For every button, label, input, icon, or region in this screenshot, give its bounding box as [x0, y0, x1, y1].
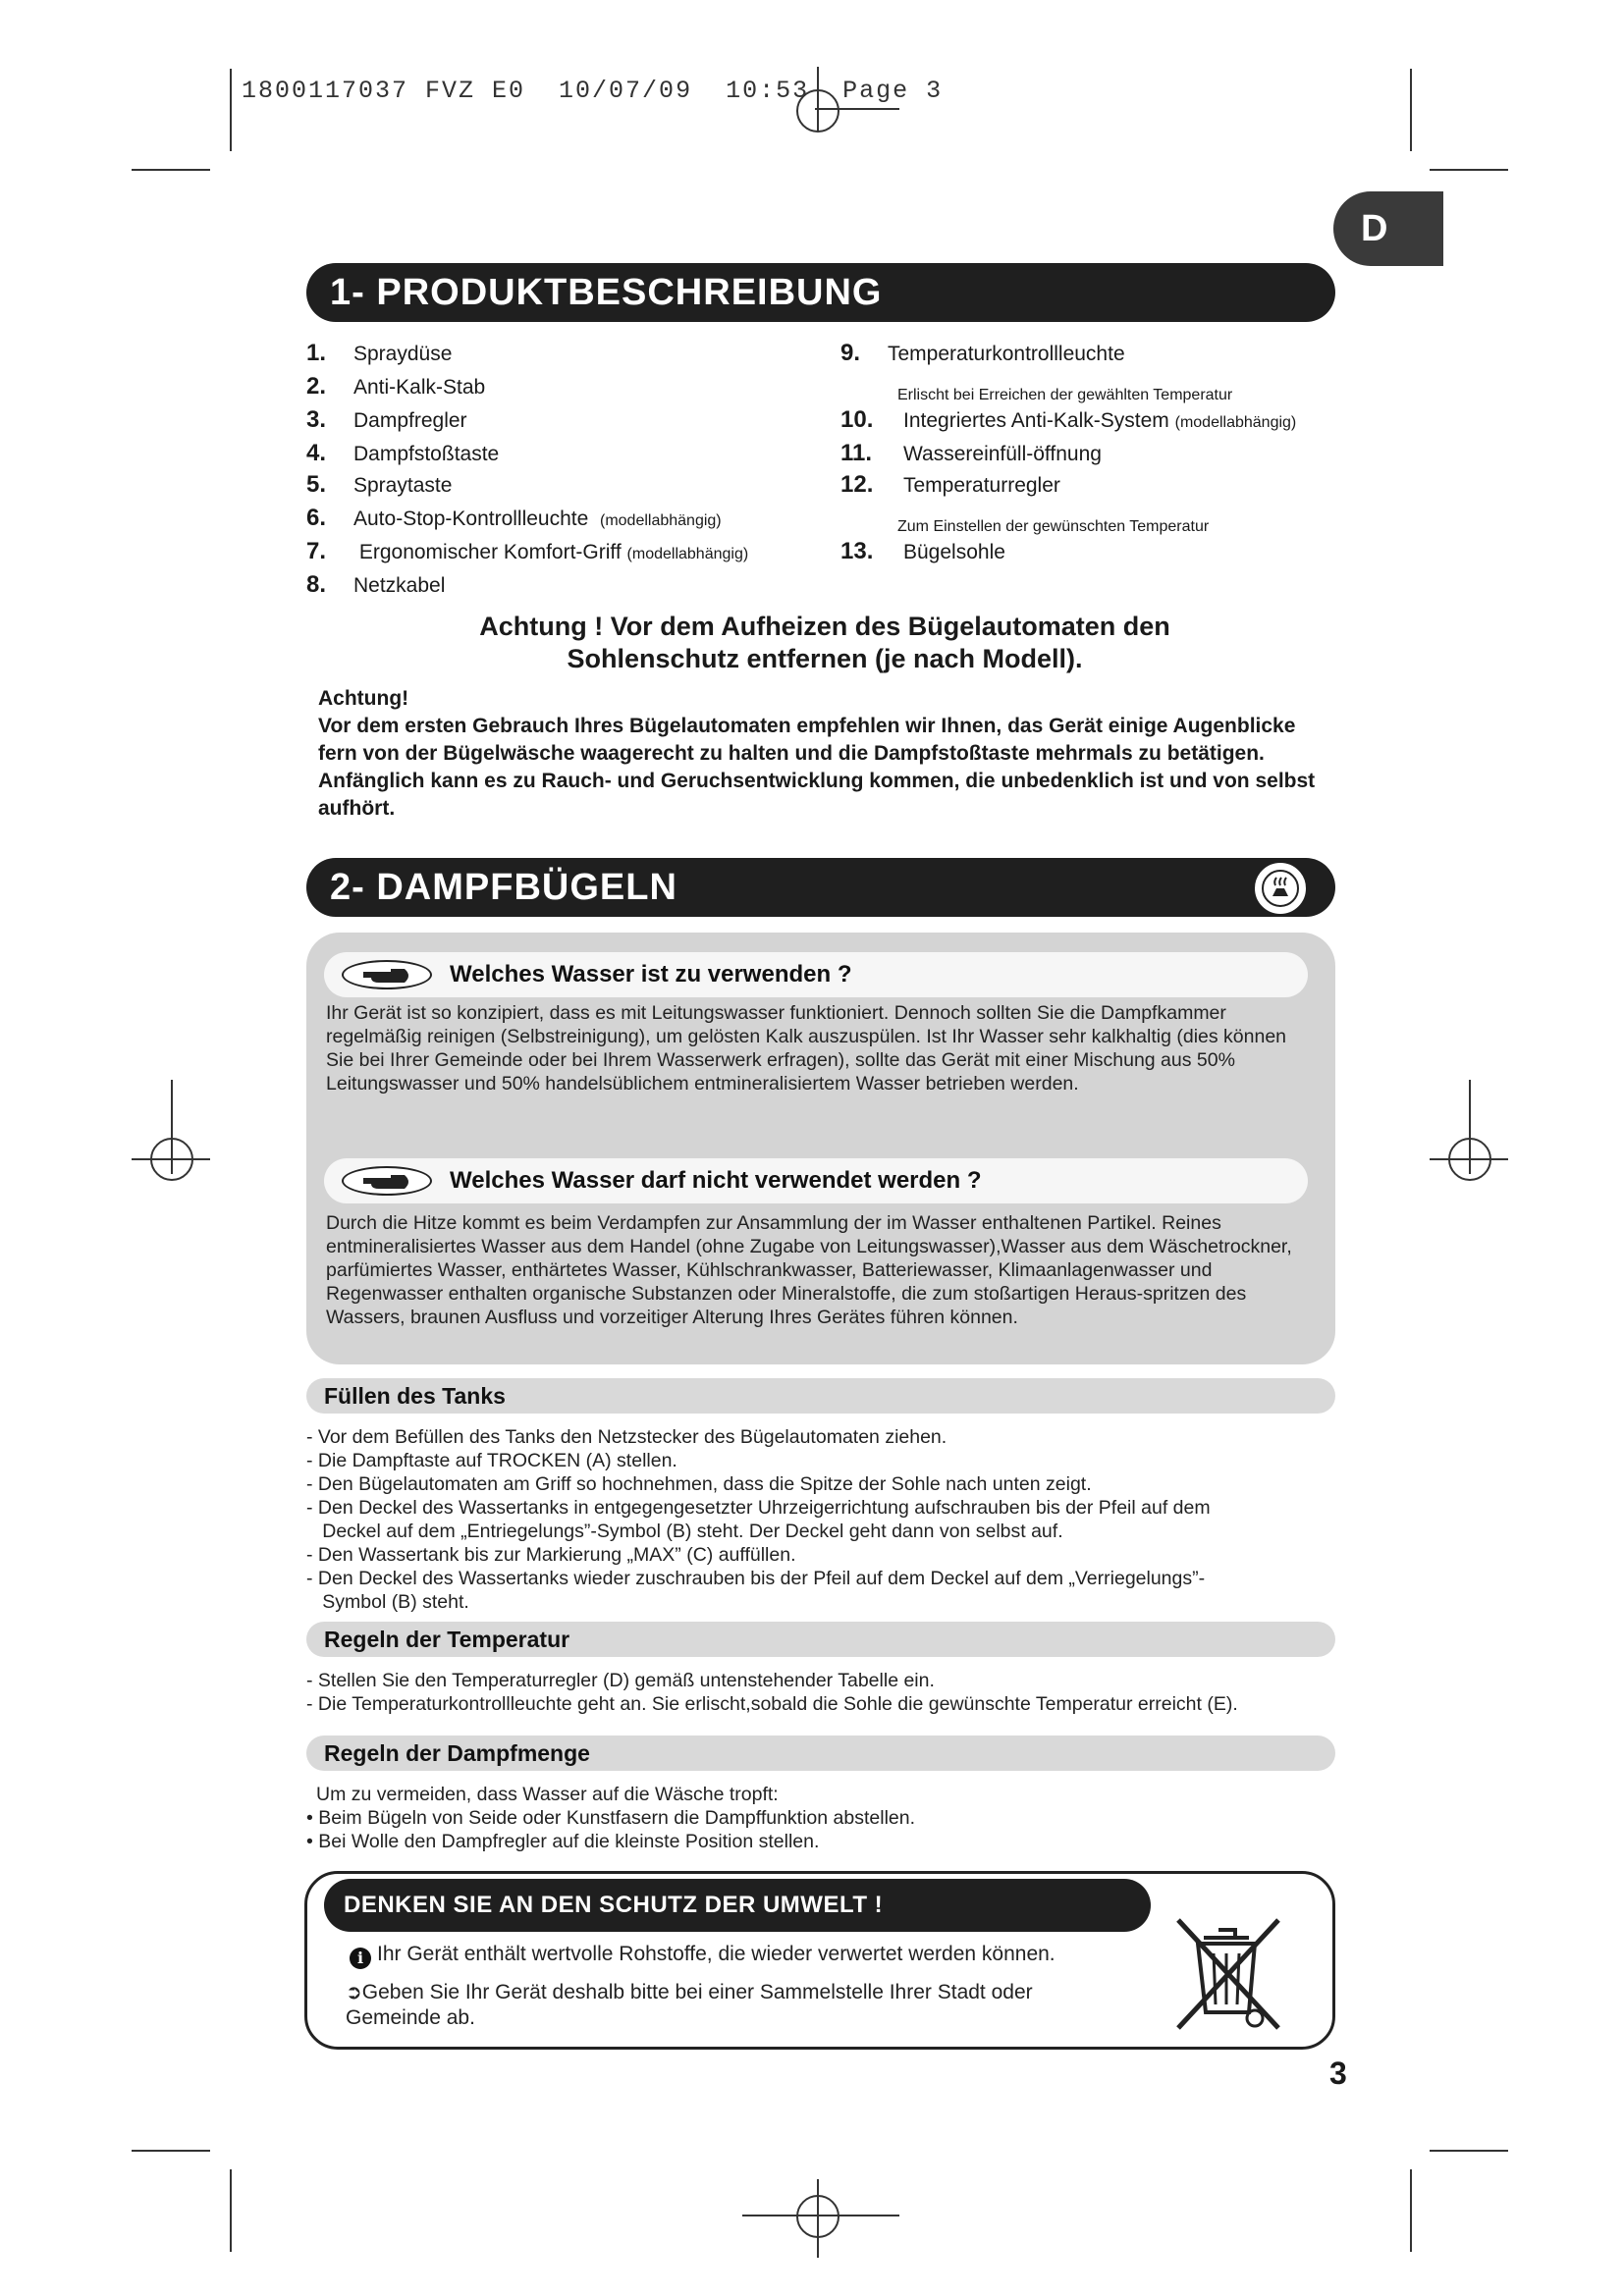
pointing-hand-icon — [342, 960, 432, 989]
list-item: 10. Integriertes Anti-Kalk-System (modellabhängig) — [840, 406, 1297, 433]
part-note: Erlischt bei Erreichen der gewählten Temperatur — [897, 387, 1233, 403]
list-item: 8. Netzkabel — [306, 571, 446, 598]
water-avoid-text: Durch die Hitze kommt es beim Verdampfen zur Ansammlung der im Wasser enthaltenen Partikel. Reines entmineralisiertes Wasser aus dem Handel (ohne Zugabe von Leitungswasser),Wasser aus dem Wäschetrockner, parfümiertes Wasser, enthärtetes Wasser, Kühlschrankwasser, Batteriewasser, Klimaanlagenwasser und Regenwasser enthalten organische Substanzen oder Mineralstoffe, die zum stoßartigen Heraus-spritzen des Wassers, braunen Ausfluss und vorzeitiger Alterung Ihres Gerätes führen können. — [326, 1212, 1292, 1328]
environment-line-2: ➲Geben Sie Ihr Gerät deshalb bitte bei einer Sammelstelle Ihrer Stadt oder Gemeinde ab. — [346, 1980, 1033, 2029]
question-bar: Welches Wasser darf nicht verwendet werden ? — [324, 1158, 1308, 1203]
steam-iron-icon — [1261, 869, 1300, 908]
list-item: 3. Dampfregler — [306, 406, 467, 433]
fill-tank-title: Füllen des Tanks — [306, 1378, 1335, 1414]
print-slug: 1800117037 FVZ E0 10/07/09 10:53 Page 3 — [242, 77, 944, 105]
list-item: 1. Spraydüse — [306, 340, 453, 366]
page-number: 3 — [1329, 2056, 1347, 2091]
crop-mark — [1430, 2150, 1508, 2152]
language-tab: D — [1333, 191, 1443, 266]
crop-mark — [1410, 2169, 1412, 2252]
list-item: 12. Temperaturregler — [840, 471, 1060, 498]
water-use-text: Ihr Gerät ist so konzipiert, dass es mit Leitungswasser funktioniert. Dennoch sollten Sie die Dampfkammer regelmäßig reinigen (Selbstreinigung), um gelösten Kalk auszuspülen. Ist Ihr Wasser sehr kalkhaltig (dies können Sie bei Ihrer Gemeinde oder bei Ihrem Wasserwerk erfragen), sollte das Gerät mit einer Mischung aus 50% Leitungswasser und 50% handelsüblichem entmineralisiertem Wasser betrieben werden. — [326, 1002, 1287, 1095]
registration-mark — [150, 1138, 193, 1181]
list-item: 6. Auto-Stop-Kontrollleuchte (modellabhängig) — [306, 505, 722, 531]
warning-text: Achtung! Vor dem ersten Gebrauch Ihres Bügelautomaten empfehlen wir Ihnen, das Gerät einige Augenblicke fern von der Bügelwäsche waagerecht zu halten und die Dampfstoßtaste mehrmals zu betätigen. Anfänglich kann es zu Rauch- und Geruchsentwicklung kommen, die unbedenklich ist und von selbst aufhört. — [318, 687, 1316, 820]
environment-title: DENKEN SIE AN DEN SCHUTZ DER UMWELT ! — [324, 1879, 1151, 1932]
crop-mark — [1430, 169, 1508, 171]
fill-tank-steps: - Vor dem Befüllen des Tanks den Netzstecker des Bügelautomaten ziehen. - Die Dampftaste auf TROCKEN (A) stellen. - Den Bügelautomaten am Griff so hochnehmen, dass die Spitze der Sohle nach unten zeigt. - Den Deckel des Wassertanks in entgegengesetzter Uhrzeigerrichtung aufschrauben bis der Pfeil auf dem Deckel auf dem „Entriegelungs”-Symbol (B) steht. Der Deckel geht dann von selbst auf. - Den Wassertank bis zur Markierung „MAX” (C) auffüllen. - Den Deckel des Wassertanks wieder zuschrauben bis der Pfeil auf dem Deckel auf dem „Verriegelungs”- Symbol (B) steht. — [306, 1426, 1211, 1613]
list-item: 9. Temperaturkontrollleuchte — [840, 340, 1125, 366]
registration-mark — [1448, 1138, 1491, 1181]
steam-icon — [1255, 863, 1306, 914]
list-item: 7. Ergonomischer Komfort-Griff (modellabhängig) — [306, 538, 749, 564]
question-bar: Welches Wasser ist zu verwenden ? — [324, 952, 1308, 997]
environment-line-1: i Ihr Gerät enthält wertvolle Rohstoffe, die wieder verwertet werden können. — [350, 1942, 1056, 1969]
crop-mark — [1410, 69, 1412, 151]
crop-mark — [817, 2179, 819, 2258]
part-note: Zum Einstellen der gewünschten Temperatur — [897, 518, 1210, 535]
section-2-title: 2- DAMPFBÜGELN — [306, 858, 1335, 917]
crop-mark — [132, 2150, 210, 2152]
list-item: 11. Wassereinfüll-öffnung — [840, 440, 1102, 466]
crop-mark — [230, 2169, 232, 2252]
section-1-title: 1- PRODUKTBESCHREIBUNG — [306, 263, 1335, 322]
steam-amount-title: Regeln der Dampfmenge — [306, 1735, 1335, 1771]
crossed-bin-icon — [1164, 1910, 1292, 2038]
list-item: 5. Spraytaste — [306, 471, 453, 498]
steam-amount-steps: Um zu vermeiden, dass Wasser auf die Wäsche tropft: • Beim Bügeln von Seide oder Kunstfasern die Dampffunktion abstellen. • Bei Wolle den Dampfregler auf die kleinste Position stellen. — [306, 1784, 916, 1852]
list-item: 13. Bügelsohle — [840, 538, 1005, 564]
list-item: 2. Anti-Kalk-Stab — [306, 373, 486, 400]
warning-heading: Achtung ! Vor dem Aufheizen des Bügelautomaten den Sohlenschutz entfernen (je nach Modell). — [479, 612, 1170, 673]
arrow-icon: ➲ — [346, 1980, 362, 2003]
crop-mark — [132, 169, 210, 171]
pointing-hand-icon — [342, 1166, 432, 1196]
temperature-title: Regeln der Temperatur — [306, 1622, 1335, 1657]
temperature-steps: - Stellen Sie den Temperaturregler (D) gemäß untenstehender Tabelle ein. - Die Temperaturkontrollleuchte geht an. Sie erlischt,sobald die Sohle die gewünschte Temperatur erreicht (E). — [306, 1670, 1238, 1715]
crop-mark — [230, 69, 232, 151]
list-item: 4. Dampfstoßtaste — [306, 440, 500, 466]
info-icon: i — [350, 1948, 371, 1969]
